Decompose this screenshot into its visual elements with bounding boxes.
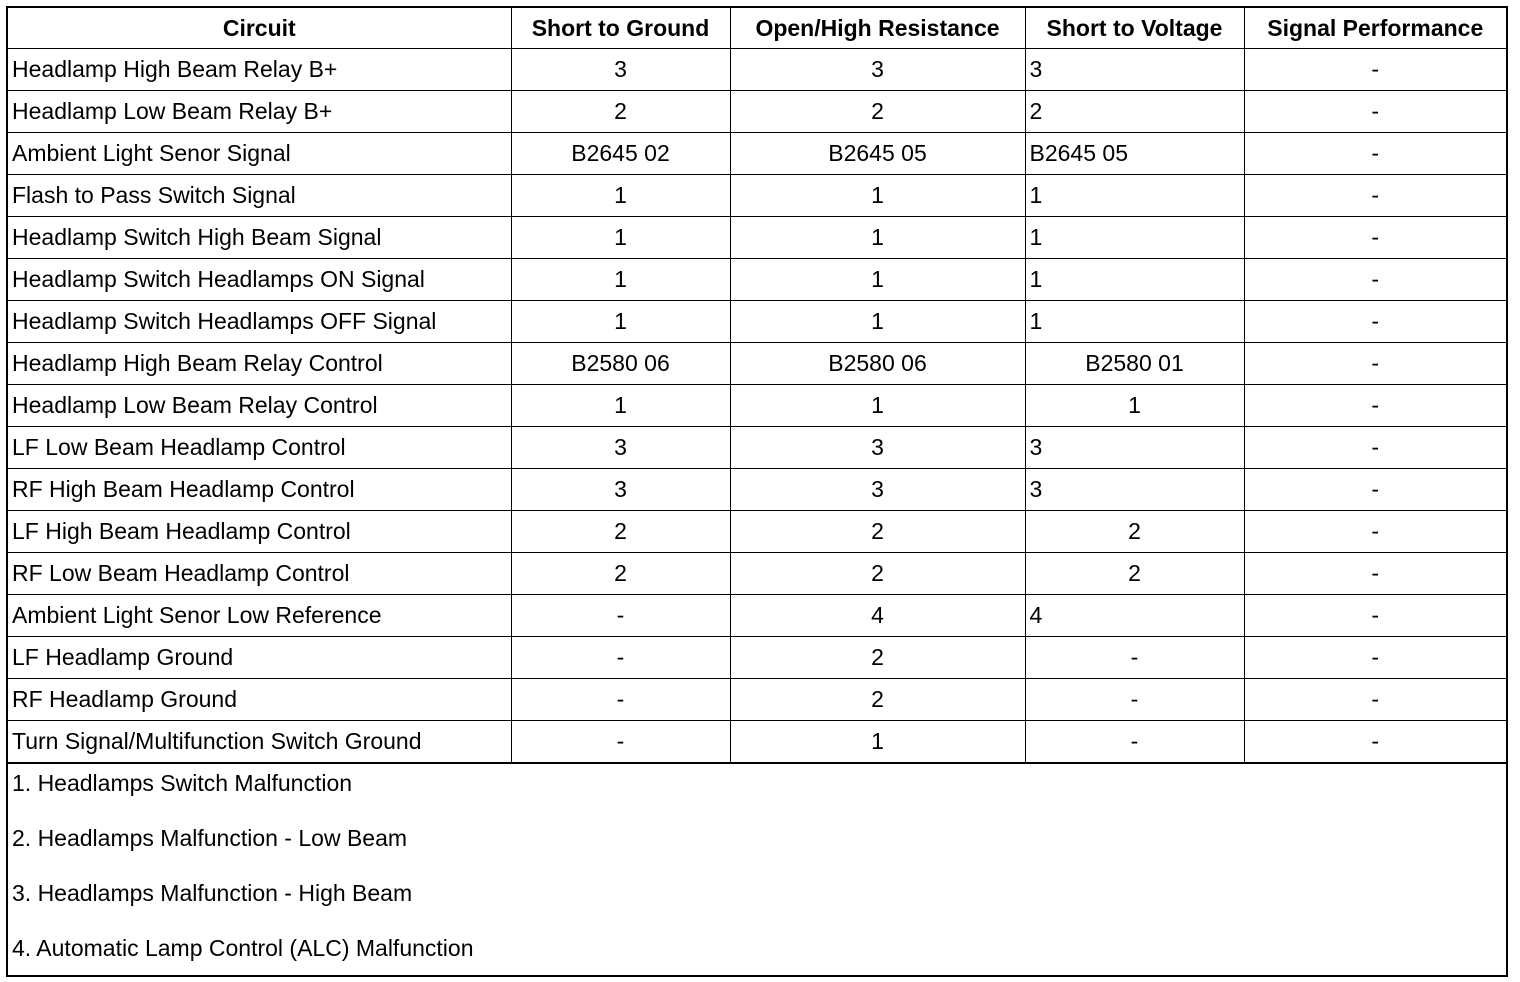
short-to-ground-cell: 2: [511, 91, 730, 133]
signal-performance-cell: -: [1244, 343, 1506, 385]
open-high-resistance-cell: 1: [730, 385, 1025, 427]
short-to-voltage-cell: 1: [1025, 259, 1244, 301]
short-to-ground-cell: -: [511, 721, 730, 763]
table-row: [8, 469, 1506, 511]
short-to-ground-cell: B2580 06: [511, 343, 730, 385]
open-high-resistance-cell: 4: [730, 595, 1025, 637]
signal-performance-cell: -: [1244, 469, 1506, 511]
table-row: [8, 133, 1506, 175]
table-notes: [8, 763, 1506, 969]
table-row: [8, 511, 1506, 553]
short-to-voltage-cell: 2: [1025, 553, 1244, 595]
table-row: [8, 385, 1506, 427]
circuit-diagnostic-table: [8, 8, 1506, 763]
short-to-voltage-cell: -: [1025, 679, 1244, 721]
short-to-ground-cell: 3: [511, 427, 730, 469]
short-to-ground-cell: 3: [511, 49, 730, 91]
table-row: [8, 49, 1506, 91]
short-to-voltage-cell: 4: [1025, 595, 1244, 637]
open-high-resistance-cell: 2: [730, 679, 1025, 721]
short-to-ground-cell: -: [511, 679, 730, 721]
open-high-resistance-cell: 2: [730, 637, 1025, 679]
circuit-cell: Headlamp High Beam Relay B+: [8, 49, 511, 91]
short-to-voltage-cell: -: [1025, 721, 1244, 763]
short-to-ground-cell: -: [511, 637, 730, 679]
short-to-ground-cell: 1: [511, 259, 730, 301]
circuit-cell: Ambient Light Senor Signal: [8, 133, 511, 175]
table-row: [8, 721, 1506, 763]
open-high-resistance-cell: 1: [730, 721, 1025, 763]
short-to-voltage-cell: 1: [1025, 301, 1244, 343]
circuit-cell: RF Low Beam Headlamp Control: [8, 553, 511, 595]
note-4: 4. Automatic Lamp Control (ALC) Malfunction: [12, 935, 474, 961]
circuit-cell: Turn Signal/Multifunction Switch Ground: [8, 721, 511, 763]
table-row: [8, 679, 1506, 721]
short-to-ground-cell: 2: [511, 511, 730, 553]
signal-performance-cell: -: [1244, 259, 1506, 301]
note-1: 1. Headlamps Switch Malfunction: [12, 770, 353, 796]
short-to-voltage-cell: 1: [1025, 385, 1244, 427]
short-to-ground-cell: 1: [511, 217, 730, 259]
signal-performance-cell: -: [1244, 217, 1506, 259]
short-to-ground-cell: 1: [511, 175, 730, 217]
short-to-ground-cell: B2645 02: [511, 133, 730, 175]
table-row: [8, 259, 1506, 301]
circuit-cell: Ambient Light Senor Low Reference: [8, 595, 511, 637]
circuit-cell: Headlamp Low Beam Relay B+: [8, 91, 511, 133]
table-body: [8, 49, 1506, 763]
note-2: 2. Headlamps Malfunction - Low Beam: [12, 825, 408, 851]
table-row: [8, 217, 1506, 259]
open-high-resistance-cell: 2: [730, 511, 1025, 553]
circuit-cell: Headlamp Switch Headlamps OFF Signal: [8, 301, 511, 343]
open-high-resistance-cell: B2645 05: [730, 133, 1025, 175]
table-row: [8, 343, 1506, 385]
circuit-cell: Flash to Pass Switch Signal: [8, 175, 511, 217]
signal-performance-cell: -: [1244, 595, 1506, 637]
open-high-resistance-cell: 3: [730, 469, 1025, 511]
signal-performance-cell: -: [1244, 553, 1506, 595]
signal-performance-cell: -: [1244, 679, 1506, 721]
table-row: [8, 301, 1506, 343]
table-row: [8, 427, 1506, 469]
short-to-ground-cell: -: [511, 595, 730, 637]
circuit-cell: Headlamp Switch Headlamps ON Signal: [8, 259, 511, 301]
short-to-voltage-cell: B2645 05: [1025, 133, 1244, 175]
table-row: [8, 637, 1506, 679]
signal-performance-cell: -: [1244, 91, 1506, 133]
header-open-high-resistance: Open/High Resistance: [730, 8, 1025, 49]
circuit-cell: RF High Beam Headlamp Control: [8, 469, 511, 511]
note-3: 3. Headlamps Malfunction - High Beam: [12, 880, 413, 906]
signal-performance-cell: -: [1244, 175, 1506, 217]
signal-performance-cell: -: [1244, 133, 1506, 175]
header-signal-performance: Signal Performance: [1244, 8, 1506, 49]
header-short-to-voltage: Short to Voltage: [1025, 8, 1244, 49]
open-high-resistance-cell: 1: [730, 175, 1025, 217]
signal-performance-cell: -: [1244, 637, 1506, 679]
short-to-voltage-cell: 3: [1025, 469, 1244, 511]
table-row: [8, 595, 1506, 637]
open-high-resistance-cell: B2580 06: [730, 343, 1025, 385]
signal-performance-cell: -: [1244, 49, 1506, 91]
table-row: [8, 553, 1506, 595]
table-row: [8, 91, 1506, 133]
open-high-resistance-cell: 2: [730, 553, 1025, 595]
short-to-voltage-cell: 1: [1025, 175, 1244, 217]
short-to-voltage-cell: 2: [1025, 511, 1244, 553]
circuit-cell: Headlamp High Beam Relay Control: [8, 343, 511, 385]
header-circuit: Circuit: [8, 8, 511, 49]
signal-performance-cell: -: [1244, 301, 1506, 343]
header-short-to-ground: Short to Ground: [511, 8, 730, 49]
circuit-cell: LF Headlamp Ground: [8, 637, 511, 679]
short-to-voltage-cell: B2580 01: [1025, 343, 1244, 385]
circuit-cell: Headlamp Low Beam Relay Control: [8, 385, 511, 427]
short-to-ground-cell: 2: [511, 553, 730, 595]
short-to-voltage-cell: 3: [1025, 427, 1244, 469]
circuit-cell: RF Headlamp Ground: [8, 679, 511, 721]
open-high-resistance-cell: 1: [730, 259, 1025, 301]
open-high-resistance-cell: 3: [730, 427, 1025, 469]
diagnostic-table-frame: [6, 6, 1508, 977]
signal-performance-cell: -: [1244, 385, 1506, 427]
open-high-resistance-cell: 3: [730, 49, 1025, 91]
signal-performance-cell: -: [1244, 721, 1506, 763]
short-to-voltage-cell: 3: [1025, 49, 1244, 91]
short-to-voltage-cell: 1: [1025, 217, 1244, 259]
short-to-ground-cell: 1: [511, 385, 730, 427]
short-to-voltage-cell: -: [1025, 637, 1244, 679]
open-high-resistance-cell: 1: [730, 217, 1025, 259]
open-high-resistance-cell: 1: [730, 301, 1025, 343]
circuit-cell: LF Low Beam Headlamp Control: [8, 427, 511, 469]
header-row: [8, 8, 1506, 49]
circuit-cell: LF High Beam Headlamp Control: [8, 511, 511, 553]
signal-performance-cell: -: [1244, 511, 1506, 553]
short-to-voltage-cell: 2: [1025, 91, 1244, 133]
table-row: [8, 175, 1506, 217]
short-to-ground-cell: 3: [511, 469, 730, 511]
short-to-ground-cell: 1: [511, 301, 730, 343]
open-high-resistance-cell: 2: [730, 91, 1025, 133]
circuit-cell: Headlamp Switch High Beam Signal: [8, 217, 511, 259]
signal-performance-cell: -: [1244, 427, 1506, 469]
